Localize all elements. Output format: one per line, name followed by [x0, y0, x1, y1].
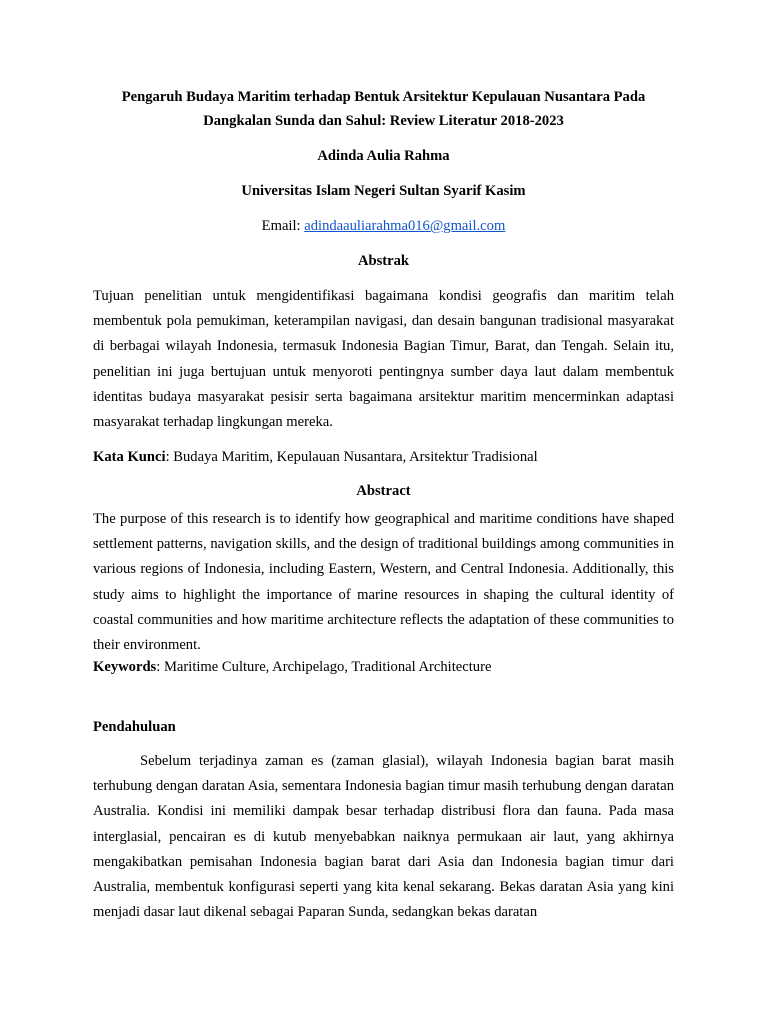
intro-text: Sebelum terjadinya zaman es (zaman glasial), wilayah Indonesia bagian barat masih terhubung dengan daratan Asia, sementara Indonesia bagian timur masih terhubung dengan daratan Australia. Kondisi ini memiliki dampak besar terhadap distribusi flora dan fauna. Pada masa interglasial, pencairan es di kutub menyebabkan naiknya permukaan air laut, yang akhirnya mengakibatkan pemisahan Indonesia bagian barat dari Asia dan Indonesia bagian timur dari Australia, membentuk konfigurasi seperti yang kita kenal sekarang. Bekas daratan Asia yang kini menjadi dasar laut dikenal sebagai Paparan Sunda, sedangkan bekas daratan — [93, 753, 674, 921]
abstract-keywords — [93, 658, 674, 676]
abstrak-keywords-label: Kata Kunci — [93, 449, 166, 465]
abstract-keywords-text: : Maritime Culture, Archipelago, Traditional Architecture — [156, 659, 492, 675]
abstract-keywords-label: Keywords — [93, 659, 157, 675]
paper-title: Pengaruh Budaya Maritim terhadap Bentuk Arsitektur Kepulauan Nusantara Pada Dangkalan Sunda dan Sahul: Review Literatur 2018-2023 — [121, 89, 646, 129]
intro-heading: Pendahuluan — [93, 719, 176, 735]
email-link[interactable]: adindaauliarahma016@gmail.com — [304, 218, 506, 234]
abstrak-keywords — [93, 448, 674, 466]
email-line — [93, 217, 674, 235]
abstrak-keywords-text: : Budaya Maritim, Kepulauan Nusantara, Arsitektur Tradisional — [165, 449, 538, 465]
abstract-text: The purpose of this research is to identify how geographical and maritime conditions have shaped settlement patterns, navigation skills, and the design of traditional buildings among communities in various regions of Indonesia, including Eastern, Western, and Central Indonesia. Additionally, this study aims to highlight the importance of marine resources in shaping the cultural identity of coastal communities and how maritime architecture reflects the adaptation of these communities to their environment. — [93, 511, 674, 654]
author-name: Adinda Aulia Rahma — [317, 148, 450, 164]
abstrak-text: Tujuan penelitian untuk mengidentifikasi bagaimana kondisi geografis dan maritim telah membentuk pola pemukiman, keterampilan navigasi, dan desain bangunan tradisional masyarakat di berbagai wilayah Indonesia, termasuk Indonesia Bagian Timur, Barat, dan Tengah. Selain itu, penelitian ini juga bertujuan untuk menyoroti pentingnya sumber daya laut dalam membentuk identitas budaya masyarakat pesisir serta bagaimana arsitektur maritim mencerminkan adaptasi masyarakat terhadap lingkungan mereka. — [93, 288, 674, 431]
abstract-heading: Abstract — [356, 483, 411, 499]
affiliation: Universitas Islam Negeri Sultan Syarif Kasim — [241, 183, 526, 199]
email-label: Email: — [261, 218, 305, 234]
abstrak-heading: Abstrak — [357, 253, 410, 269]
